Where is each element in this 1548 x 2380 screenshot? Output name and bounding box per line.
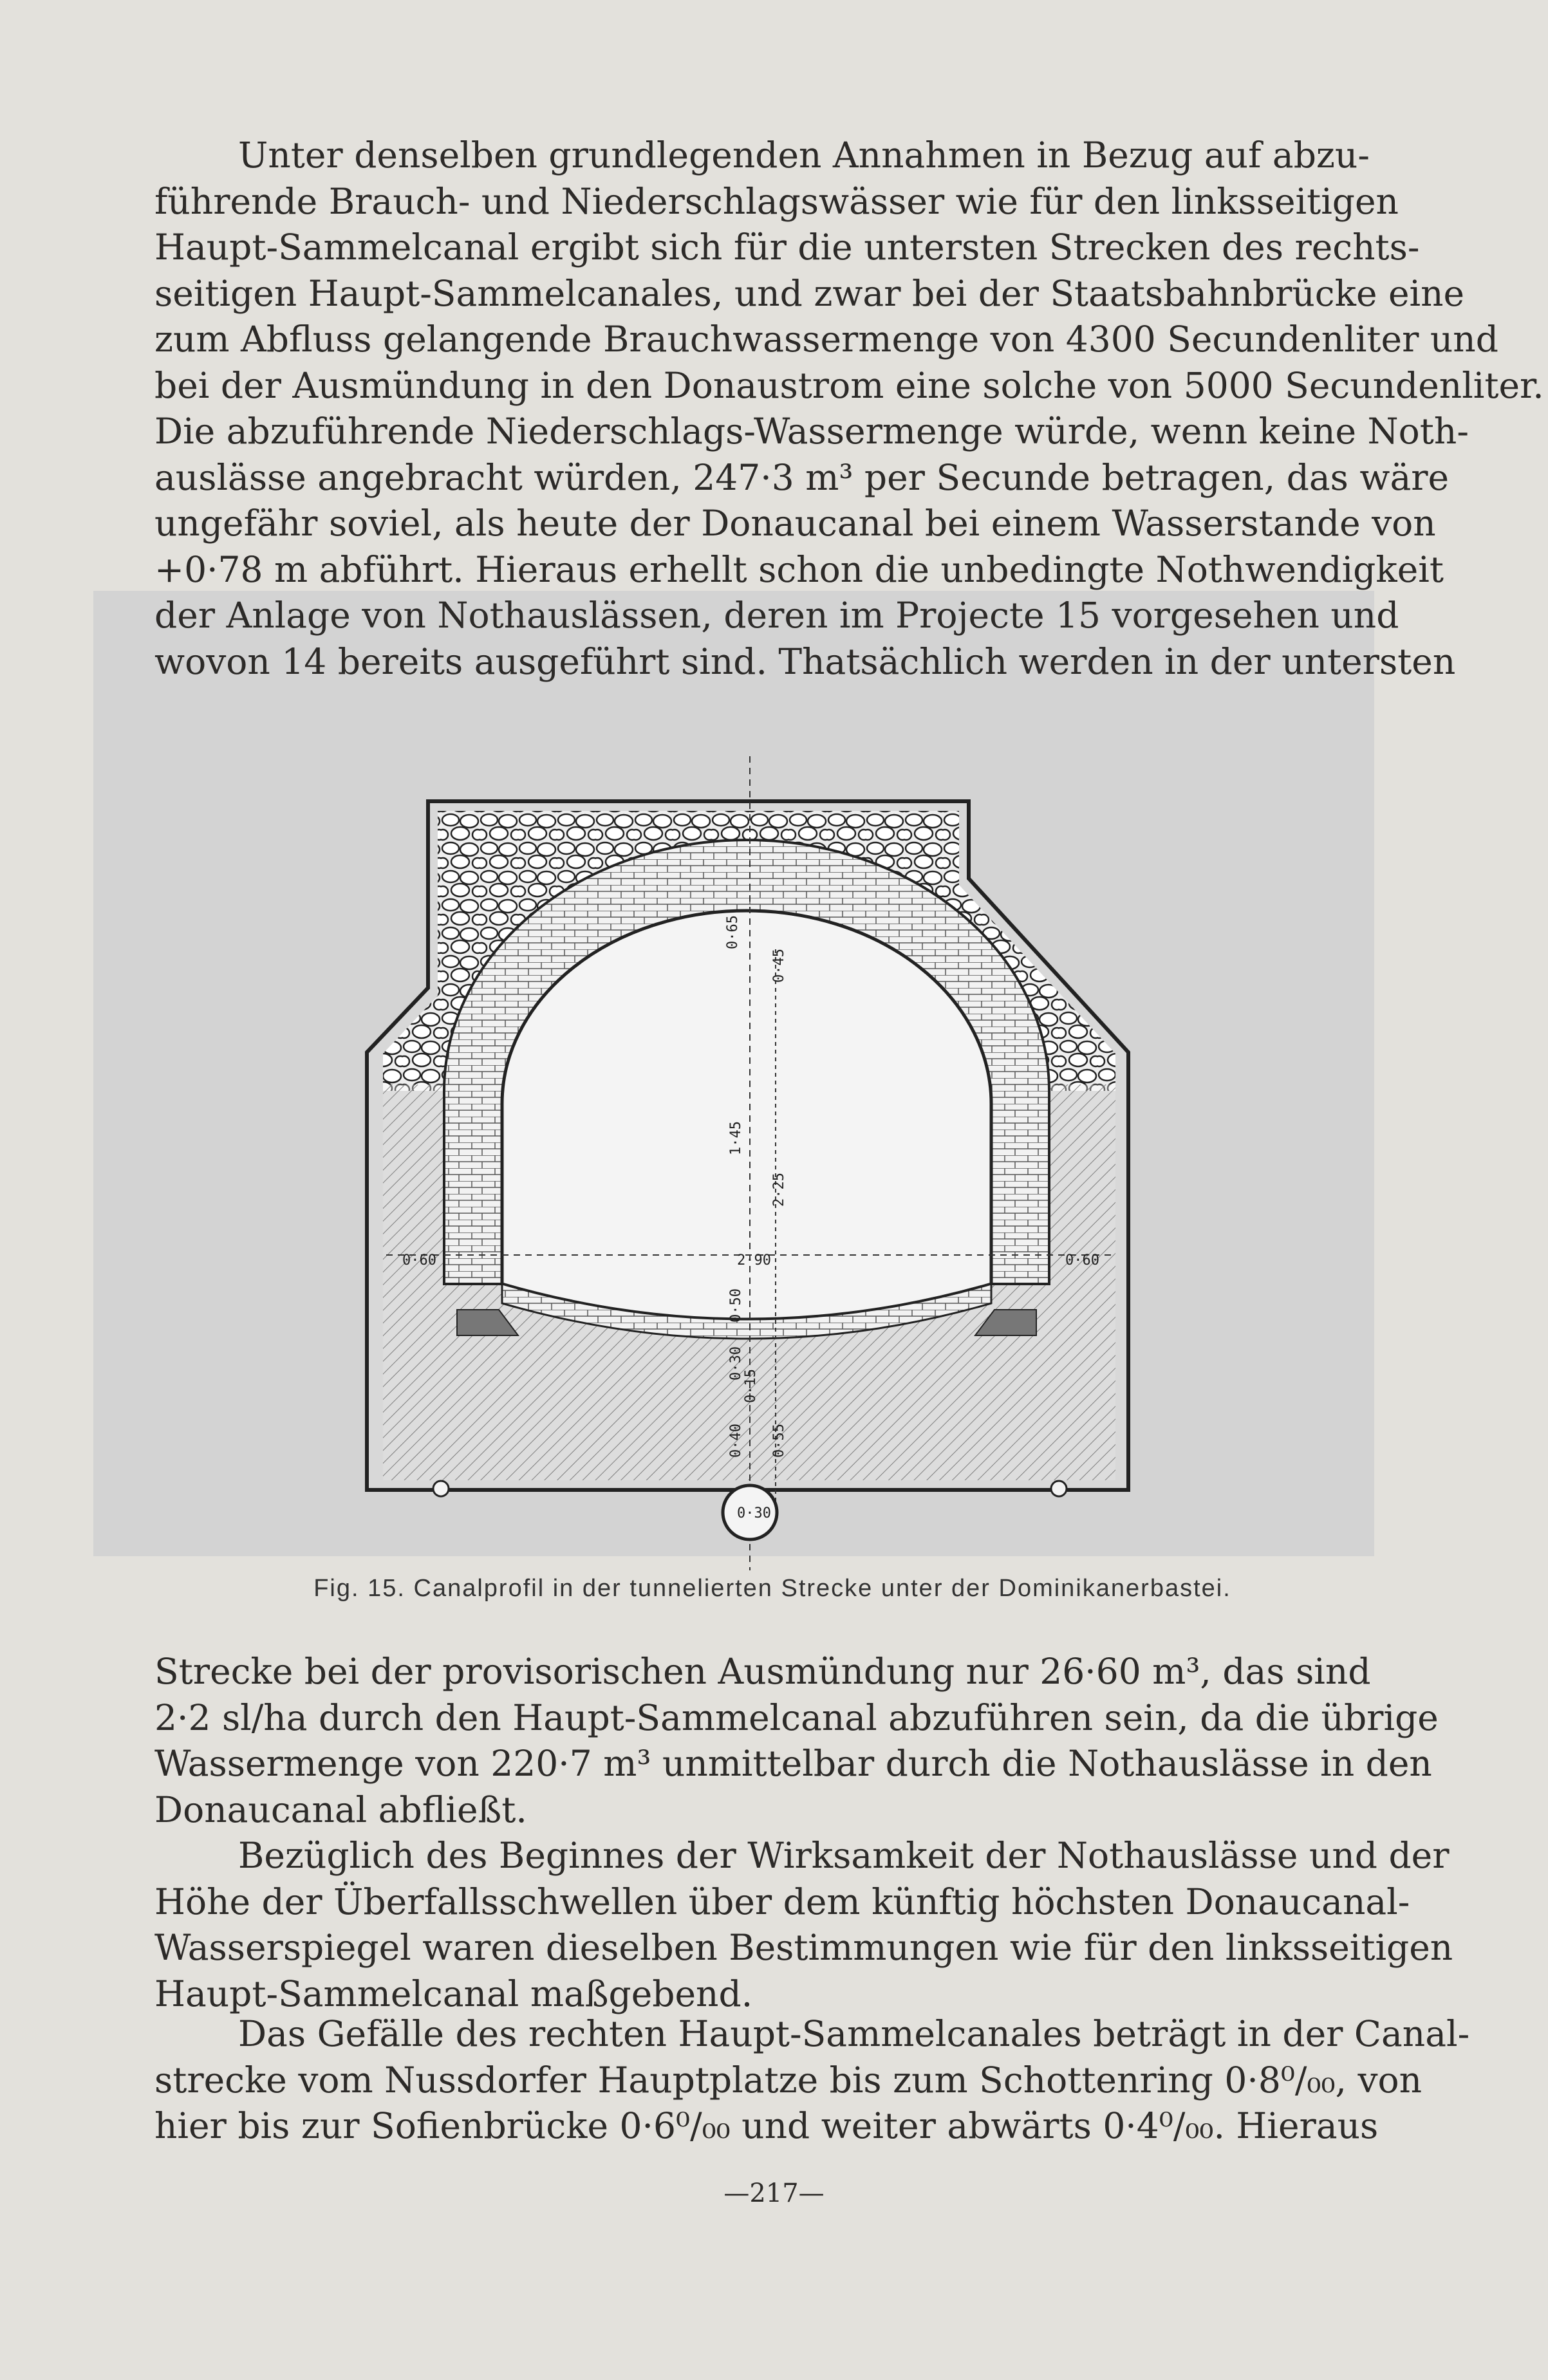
text-line: Wassermenge von 220·7 m³ unmittelbar durch die Nothauslässe in den <box>154 1743 1432 1784</box>
text-line: Wasserspiegel waren dieselben Bestimmungen wie für den linksseitigen <box>154 1927 1453 1968</box>
text-line: hier bis zur Sofienbrücke 0·6⁰/₀₀ und weiter abwärts 0·4⁰/₀₀. Hieraus <box>154 2105 1379 2146</box>
text-line: wovon 14 bereits ausgeführt sind. Thatsächlich werden in der untersten <box>154 640 1456 682</box>
text-line: Strecke bei der provisorischen Ausmündung nur 26·60 m³, das sind <box>154 1651 1371 1692</box>
text-line: strecke vom Nussdorfer Hauptplatze bis zum Schottenring 0·8⁰/₀₀, von <box>154 2059 1422 2101</box>
text-line: Bezüglich des Beginnes der Wirksamkeit der Nothauslässe und der <box>238 1835 1450 1876</box>
dim-label: 0·60 <box>402 1252 436 1269</box>
dim-label: 0·45 <box>771 949 787 983</box>
dim-label: 0·30 <box>728 1346 744 1381</box>
dim-label: 0·50 <box>728 1288 744 1323</box>
dim-label: 0·55 <box>771 1424 787 1458</box>
dim-label: 0·40 <box>728 1424 744 1458</box>
text-line: Donaucanal abfließt. <box>154 1789 527 1830</box>
text-line: Haupt-Sammelcanal ergibt sich für die untersten Strecken des rechts- <box>154 227 1420 268</box>
dim-label: 0·15 <box>743 1369 759 1403</box>
text-line: Die abzuführende Niederschlags-Wassermenge würde, wenn keine Noth- <box>154 411 1469 452</box>
dim-label: 2·25 <box>771 1173 787 1207</box>
text-line: seitigen Haupt-Sammelcanales, und zwar bei der Staatsbahnbrücke eine <box>154 272 1465 314</box>
text-line: ungefähr soviel, als heute der Donaucanal bei einem Wasserstande von <box>154 503 1436 544</box>
text-line: +0·78 m abführt. Hieraus erhellt schon die unbedingte Nothwendigkeit <box>154 548 1444 590</box>
canal-profile-figure <box>325 756 1168 1570</box>
paragraph-1 <box>154 133 1544 685</box>
dim-label: 0·30 <box>737 1505 771 1521</box>
page-number: —217— <box>723 2179 825 2208</box>
text-line: zum Abfluss gelangende Brauchwassermenge von 4300 Secundenliter und <box>154 319 1498 360</box>
dim-label: 1·45 <box>728 1121 744 1155</box>
text-line: Haupt-Sammelcanal maßgebend. <box>154 1973 753 2014</box>
paragraph-3 <box>154 1833 1453 2017</box>
paragraph-2 <box>154 1649 1439 1833</box>
dim-label: 0·65 <box>725 915 741 949</box>
text-line: der Anlage von Nothauslässen, deren im Projecte 15 vorgesehen und <box>154 595 1399 636</box>
text-line: Unter denselben grundlegenden Annahmen in Bezug auf abzu- <box>238 135 1370 176</box>
text-line: Höhe der Überfallsschwellen über dem künftig höchsten Donaucanal- <box>154 1881 1410 1922</box>
text-line: Das Gefälle des rechten Haupt-Sammelcanales beträgt in der Canal- <box>238 2013 1470 2054</box>
text-line: bei der Ausmündung in den Donaustrom eine solche von 5000 Secundenliter. <box>154 364 1544 406</box>
paragraph-4 <box>154 2011 1470 2150</box>
dim-label: 2·90 <box>737 1252 771 1269</box>
text-line: führende Brauch- und Niederschlagswässer wie für den linksseitigen <box>154 180 1399 222</box>
text-line: 2·2 sl/ha durch den Haupt-Sammelcanal abzuführen sein, da die übrige <box>154 1697 1439 1738</box>
figure-caption: Fig. 15. Canalprofil in der tunnelierten Strecke unter der Dominikanerbastei. <box>313 1575 1231 1602</box>
dim-label: 0·60 <box>1065 1252 1099 1269</box>
text-line: auslässe angebracht würden, 247·3 m³ per Secunde betragen, das wäre <box>154 456 1450 498</box>
